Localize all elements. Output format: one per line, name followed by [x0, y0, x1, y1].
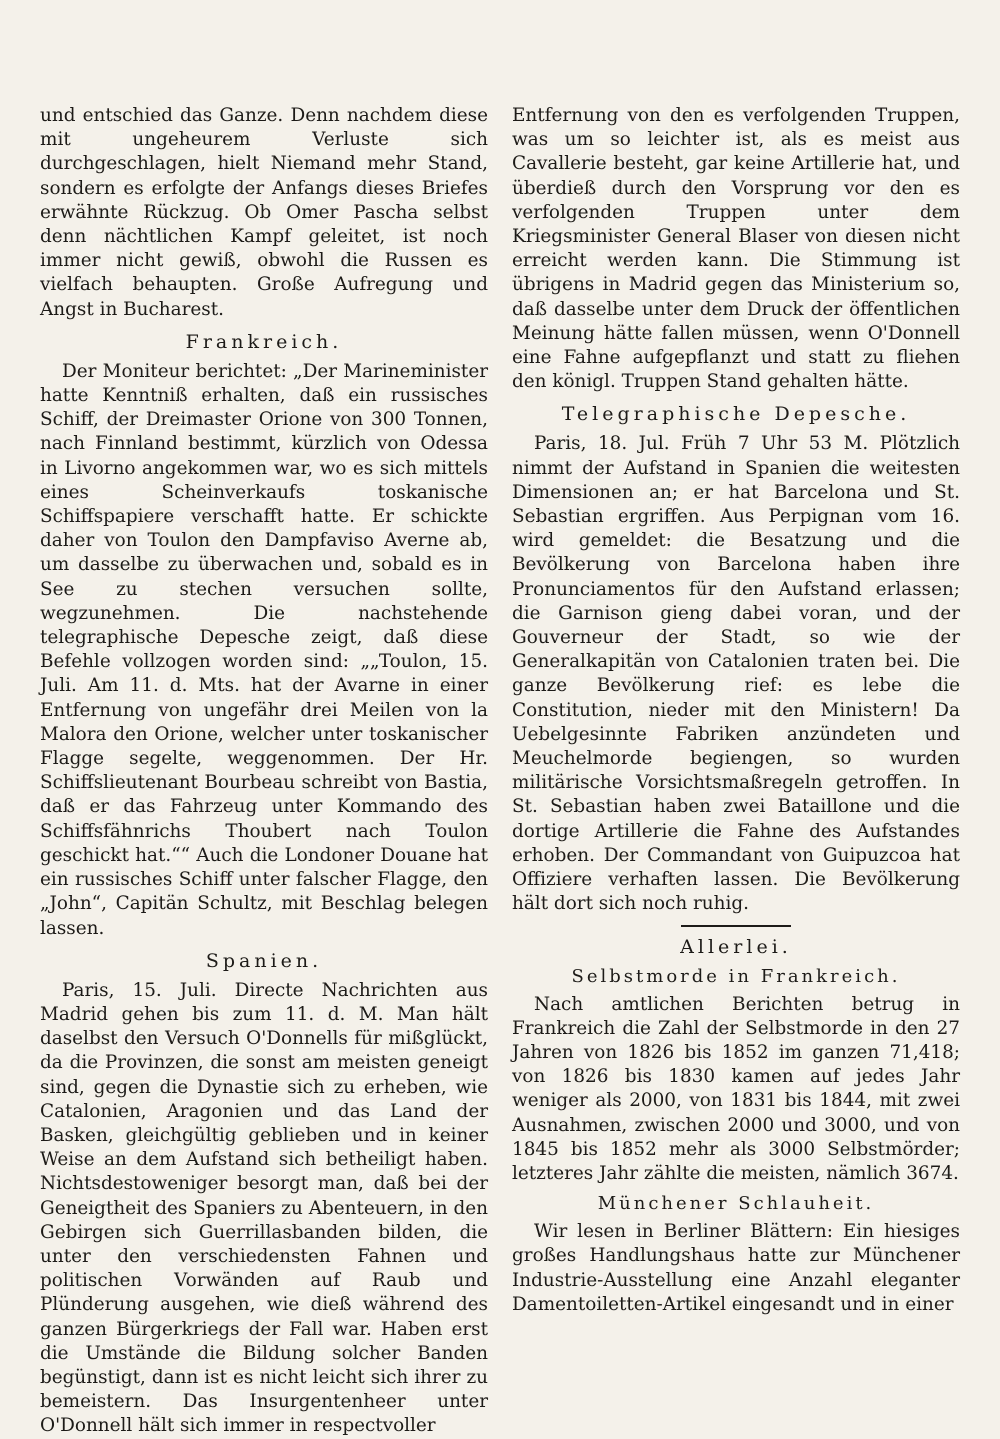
section-heading-frankreich: Frankreich. [185, 330, 343, 353]
subheading-schlauheit: Münchener Schlauheit. [597, 1193, 875, 1215]
paragraph-telegram: Paris, 18. Jul. Früh 7 Uhr 53 M. Plötzlich nimmt der Aufstand in Spanien die weitesten Dimensionen an; er hat Barcelona und St. Sebastian ergriffen. Aus Perpignan vom 16. wird gemeldet: die Besatzung und die Bevölkerung von Barcelona haben ihre Pronunciamentos für den Aufstand erlassen; die Garnison gieng dabei voran, und der Gouverneur der Stadt, so wie der Generalkapitän von Catalonien traten bei. Die ganze Bevölkerung rief: es lebe die Constitution, nieder mit den Ministern! Da Uebelgesinnte Fabriken anzündeten und Meuchelmorde begiengen, so wurden militärische Vorsichtsmaßregeln getroffen. In St. Sebastian haben zwei Bataillone und die dortige Artillerie die Fahne des Aufstandes erhoben. Der Commandant von Guipuzcoa hat Offiziere verhaften lassen. Die Bevölkerung hält dort sich noch ruhig. [512, 433, 960, 915]
paragraph-schlauheit: Wir lesen in Berliner Blättern: Ein hiesiges großes Handlungshaus hatte zur Münchener Industrie-Ausstellung eine Anzahl eleganter Damentoiletten-Artikel eingesandt und in einer [512, 1221, 960, 1315]
paragraph-bucharest: und entschied das Ganze. Denn nachdem diese mit ungeheurem Verluste sich durchgeschlagen, hielt Niemand mehr Stand, sondern es erfolgte der Anfangs dieses Briefes erwähnte Rückzug. Ob Omer Pascha selbst denn nächtlichen Kampf geleitet, ist noch immer nicht gewiß, obwohl die Russen es vielfach behaupten. Große Aufregung und Angst in Bucharest. [40, 105, 488, 320]
section-heading-allerlei: Allerlei. [680, 935, 792, 958]
section-divider [681, 925, 791, 927]
paragraph-odonnell: Entfernung von den es verfolgenden Truppen, was um so leichter ist, als es meist aus Cavallerie besteht, gar keine Artillerie hat, und überdieß durch den Vorsprung vor den es verfolgenden Truppen unter dem Kriegsminister General Blaser von diesen nicht erreicht werden kann. Die Stimmung ist übrigens in Madrid gegen das Ministerium so, daß dasselbe unter dem Druck der öffentlichen Meinung hätte fallen müssen, wenn O'Donnell eine Fahne aufgepflanzt und statt zu fliehen den königl. Truppen Stand gehalten hätte. [512, 105, 960, 393]
left-column [40, 104, 488, 1439]
section-heading-depesche: Telegraphische Depesche. [561, 403, 911, 426]
paragraph-paris-madrid: Paris, 15. Juli. Directe Nachrichten aus Madrid gehen bis zum 11. d. M. Man hält daselbst den Versuch O'Donnells für mißglückt, da die Provinzen, die sonst am meisten geneigt sind, gegen die Dynastie sich zu erheben, wie Catalonien, Aragonien und das Land der Basken, gleichgültig geblieben und in keiner Weise an dem Aufstand sich betheiligt haben. Nichtsdestoweniger besorgt man, daß bei der Geneigtheit des Spaniers zu Abenteuern, in den Gebirgen sich Guerrillasbanden bilden, die unter den verschiedensten Fahnen und politischen Vorwänden auf Raub und Plünderung ausgehen, wie dieß während des ganzen Bürgerkriegs der Fall war. Haben erst die Umstände die Bildung solcher Banden begünstigt, dann ist es nicht leicht sich ihrer zu bemeistern. Das Insurgentenheer unter O'Donnell hält sich immer in respectvoller [40, 979, 488, 1437]
paragraph-selbstmorde: Nach amtlichen Berichten betrug in Frankreich die Zahl der Selbstmorde in den 27 Jahren von 1826 bis 1852 im ganzen 71,418; von 1826 bis 1830 kamen auf jedes Jahr weniger als 2000, von 1831 bis 1844, mit zwei Ausnahmen, zwischen 2000 und 3000, und von 1845 bis 1852 mehr als 3000 Selbstmörder; letzteres Jahr zählte die meisten, nämlich 3674. [512, 993, 960, 1184]
two-column-layout [40, 104, 960, 1439]
subheading-selbstmorde: Selbstmorde in Frankreich. [571, 965, 901, 987]
right-column [512, 104, 960, 1439]
section-heading-spanien: Spanien. [205, 949, 323, 972]
paragraph-moniteur: Der Moniteur berichtet: „Der Marineminister hatte Kenntniß erhalten, daß ein russisches Schiff, der Dreimaster Orione von 300 Tonnen, nach Finnland bestimmt, kürzlich von Odessa in Livorno angekommen war, wo es sich mittels eines Scheinverkaufs toskanische Schiffspapiere verschafft hatte. Er schickte daher von Toulon den Dampfaviso Averne ab, um dasselbe zu überwachen und, sobald es in See zu stechen versuchen sollte, wegzunehmen. Die nachstehende telegraphische Depesche zeigt, daß diese Befehle vollzogen worden sind: „„Toulon, 15. Juli. Am 11. d. Mts. hat der Avarne in einer Entfernung von ungefähr drei Meilen von la Malora den Orione, welcher unter toskanischer Flagge segelte, weggenommen. Der Hr. Schiffslieutenant Bourbeau schreibt von Bastia, daß er das Fahrzeug unter Kommando des Schiffsfähnrichs Thoubert nach Toulon geschickt hat.““ Auch die Londoner Douane hat ein russisches Schiff unter falscher Flagge, den „John“, Capitän Schultz, mit Beschlag belegen lassen. [40, 360, 488, 939]
